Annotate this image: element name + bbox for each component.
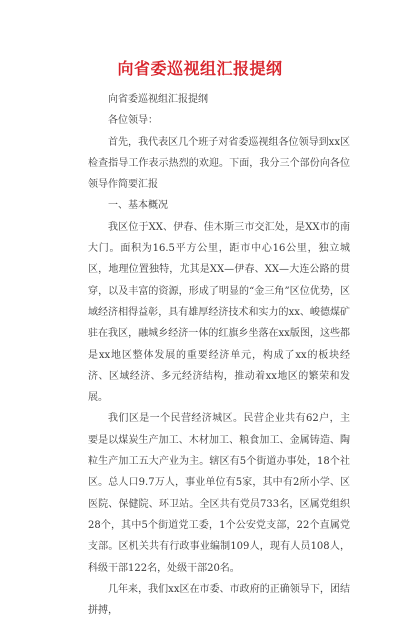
section-heading: 一、基本概况 (108, 200, 168, 212)
document-body (88, 89, 350, 621)
closing-paragraph: 几年来，我们xx区在市委、市政府的正确领导下，团结拼搏， (88, 583, 350, 617)
document-title: 向省委巡视组汇报提纲 (117, 59, 283, 78)
economy-paragraph: 我们区是一个民营经济城区。民营企业共有62户，主要是以煤炭生产加工、木材加工、粮食加工、金属铸造、陶粒生产加工五大产业为主。辖区有5个街道办事处，18个社区。总人口9.7万人，事业单位有5家，其中有2所小学、区医院、保健院、环卫站。全区共有党员733名，区属党组织28个，其中5个街道党工委，1个公安党支部，22个直属党支部。区机关共有行政事业编制109人，现有人员108人，科级干部122名，处级干部20名。 (88, 413, 350, 574)
intro-paragraph: 首先，我代表区几个班子对省委巡视组各位领导到xx区检查指导工作表示热烈的欢迎。下面，我分三个部份向各位领导作简要汇报 (88, 136, 350, 191)
document-subtitle: 向省委巡视组汇报提纲 (108, 94, 208, 105)
greeting: 各位领导： (108, 115, 158, 127)
location-paragraph: 我区位于XX、伊春、佳木斯三市交汇处，是XX市的南大门。面积为16.5平方公里，距市中心16公里，独立城区，地理位置独特，尤其是XX—伊春、XX—大连公路的贯穿，以及丰富的资源，形成了明显的“金三角”区位优势，区域经济相得益彰，具有雄厚经济技术和实力的xx、峻德煤矿驻在我区，融城乡经济一体的红旗乡坐落在xx版图，这些都是xx地区整体发展的重要经济单元，构成了xx的板块经济、区域经济、多元经济结构，推动着xx地区的繁荣和发展。 (88, 221, 350, 404)
